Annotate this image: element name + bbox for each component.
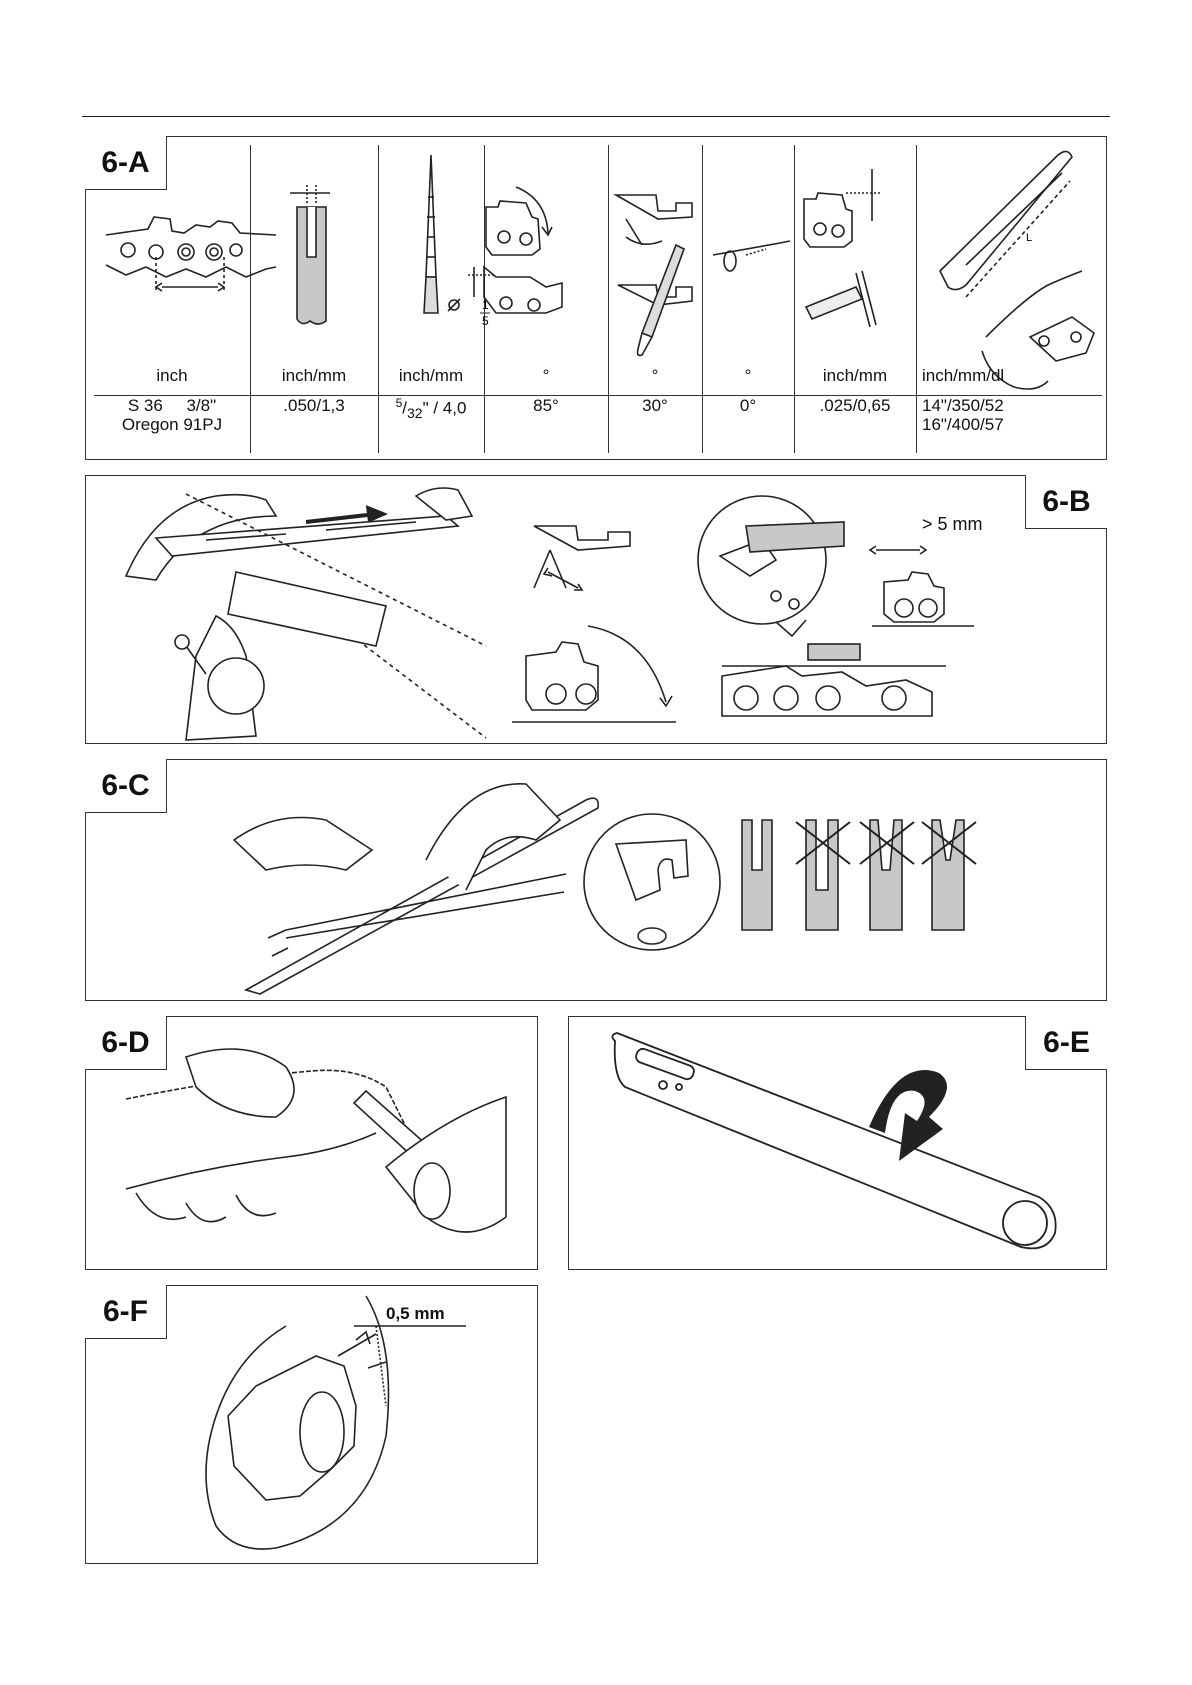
hook-angle-value: 0° [739, 396, 757, 415]
gauge-value: .050/1,3 [283, 396, 345, 415]
hook-angle-diagram [713, 241, 790, 271]
chain-pitch-diagram [106, 217, 276, 293]
chain-type: S 36 3/8" [127, 396, 217, 415]
filing-angle-value: 30° [642, 396, 668, 415]
depth-gauge-diagram [804, 169, 880, 327]
file-size-sup: 5 [395, 396, 403, 410]
minimum-cutter-size-diagram [870, 546, 974, 626]
cutter-angle-detail [512, 526, 676, 722]
pitch-value [94, 396, 250, 434]
panel-tag: 6-C [85, 759, 167, 813]
depth-gauge-value: .025/0,65 [819, 396, 891, 415]
panel-tag: 6-F [85, 1285, 167, 1339]
unit-label: ° [651, 366, 659, 385]
chain-model: Oregon 91PJ [121, 415, 223, 434]
panel-6c [85, 759, 1107, 1001]
file-guide-hands-illustration [126, 488, 486, 740]
file-size-sub: 32 [407, 405, 423, 422]
panel-6b [85, 475, 1107, 744]
bar-length-14: 14"/350/52 [922, 396, 1004, 415]
panel-tag: 6-A [85, 136, 167, 190]
chain-specification-illustrations [86, 137, 1108, 395]
unit-label: inch/mm [822, 366, 888, 385]
panel-6a [85, 136, 1107, 460]
bar-groove-cleaning-illustrations [86, 760, 1108, 1002]
gauge-diagram [290, 185, 330, 324]
panel-6f [85, 1285, 538, 1564]
sprocket-lubrication-illustration [86, 1017, 539, 1271]
top-plate-angle-diagram [468, 187, 562, 313]
unit-label: ° [744, 366, 752, 385]
bar-length-value [922, 396, 1062, 434]
unit-label: inch/mm/dl [922, 366, 1005, 385]
bar-turning-illustration [569, 1017, 1108, 1271]
panel-6d [85, 1016, 538, 1270]
sprocket-wear-illustration [86, 1286, 539, 1565]
clearance-label: 0,5 mm [386, 1304, 445, 1323]
panel-tag: 6-B [1025, 475, 1107, 529]
bar-chain-diagram [940, 151, 1094, 389]
filing-angle-diagram [616, 195, 692, 355]
fraction-num: 1 [482, 298, 489, 312]
round-file-diagram [424, 155, 460, 313]
groove-cross-sections [742, 820, 976, 930]
file-size-value [378, 394, 484, 423]
panel-tag: 6-D [85, 1016, 167, 1070]
unit-label: inch/mm [398, 366, 464, 385]
magnified-depth-gauge [698, 496, 946, 716]
unit-label: ° [542, 366, 550, 385]
file-size-rest: " / 4,0 [422, 398, 467, 418]
bar-length-symbol: L [1026, 232, 1033, 244]
bar-length-16: 16"/400/57 [922, 415, 1004, 434]
panel-6e [568, 1016, 1107, 1270]
header-rule [82, 116, 1110, 117]
panel-tag: 6-E [1025, 1016, 1107, 1070]
top-plate-angle-value: 85° [533, 396, 559, 415]
fraction-den: 5 [482, 314, 489, 328]
unit-label: inch [156, 366, 188, 385]
unit-label: inch/mm [281, 366, 347, 385]
file-size-slash: / [402, 398, 407, 418]
min-gap-label: > 5 mm [922, 514, 983, 534]
